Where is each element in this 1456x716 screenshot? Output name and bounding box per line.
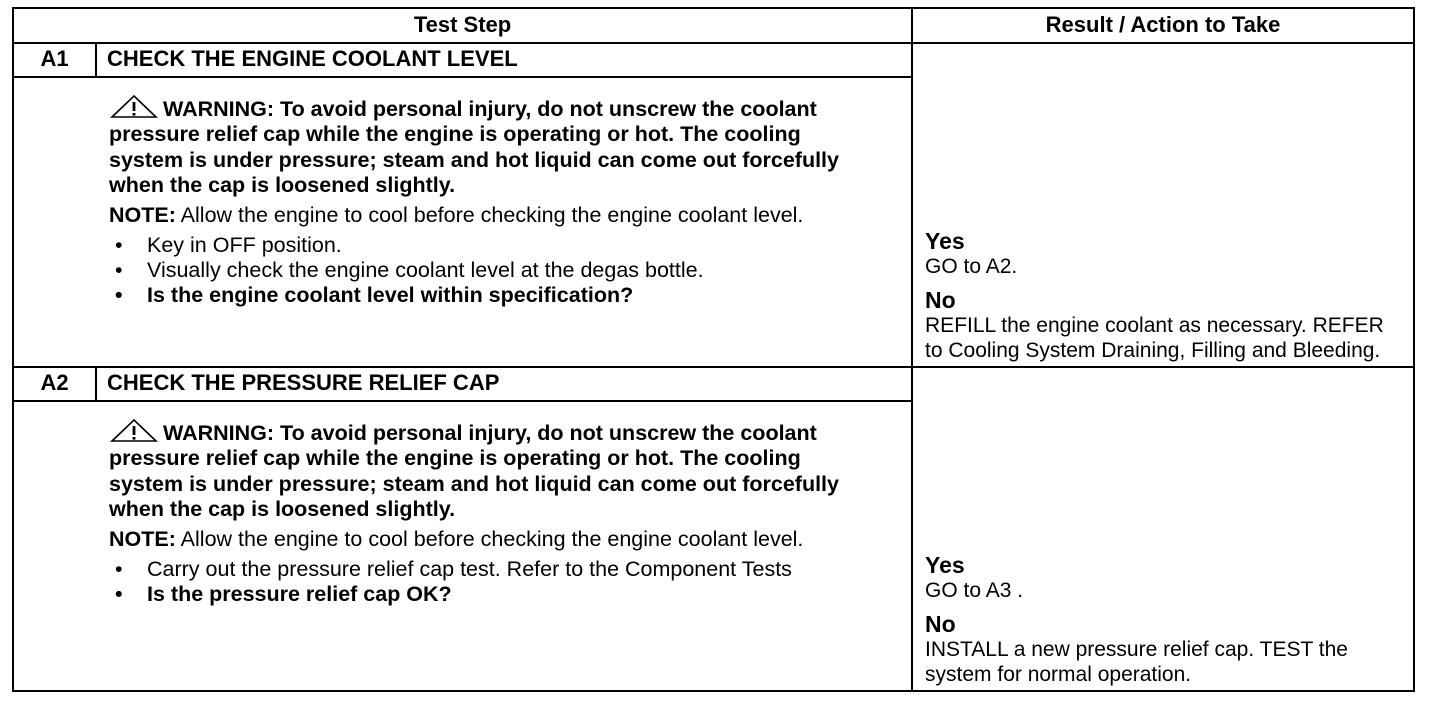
no-action: INSTALL a new pressure relief cap. TEST the system for normal operation. — [925, 638, 1348, 686]
no-action: REFILL the engine coolant as necessary. REFER to Cooling System Draining, Filling and Bleeding. — [925, 314, 1384, 362]
step-bullets — [109, 557, 871, 607]
step-question: • Is the pressure relief cap OK? — [109, 582, 871, 607]
result-cell — [912, 367, 1414, 691]
step-title: CHECK THE ENGINE COOLANT LEVEL — [96, 43, 912, 77]
note — [109, 203, 871, 228]
yes-label: Yes — [925, 552, 965, 578]
diagnostic-table — [12, 7, 1415, 692]
no-label: No — [925, 611, 956, 637]
note-label: NOTE: — [109, 527, 176, 552]
header-result-action: Result / Action to Take — [912, 8, 1414, 43]
header-test-step: Test Step — [13, 8, 912, 43]
note-label: NOTE: — [109, 203, 176, 228]
note-text: Allow the engine to cool before checking the engine coolant level. — [175, 527, 804, 552]
step-body — [13, 401, 912, 691]
yes-action: GO to A2. — [925, 255, 1018, 278]
warning-triangle-icon — [109, 94, 159, 118]
step-question: • Is the engine coolant level within specification? — [109, 283, 871, 308]
note — [109, 527, 871, 552]
yes-label: Yes — [925, 228, 965, 254]
no-label: No — [925, 287, 956, 313]
list-item: • Key in OFF position. — [109, 233, 871, 258]
step-number: A2 — [13, 367, 96, 401]
step-number: A1 — [13, 43, 96, 77]
warning-text: WARNING: To avoid personal injury, do not unscrew the coolant pressure relief cap while the engine is operating or hot. The cooling system is under pressure; steam and hot liquid can come out forcefully when the cap is loosened slightly. — [109, 421, 839, 521]
list-item: • Visually check the engine coolant level at the degas bottle. — [109, 258, 871, 283]
step-bullets — [109, 233, 871, 308]
step-body — [13, 77, 912, 367]
warning-triangle-icon — [109, 418, 159, 442]
warning-block — [109, 94, 871, 198]
warning-block — [109, 418, 871, 522]
yes-action: GO to A3 . — [925, 579, 1024, 602]
step-title: CHECK THE PRESSURE RELIEF CAP — [96, 367, 912, 401]
result-cell — [912, 43, 1414, 367]
warning-text: WARNING: To avoid personal injury, do not unscrew the coolant pressure relief cap while the engine is operating or hot. The cooling system is under pressure; steam and hot liquid can come out forcefully when the cap is loosened slightly. — [109, 97, 839, 197]
note-text: Allow the engine to cool before checking the engine coolant level. — [175, 203, 804, 228]
list-item: • Carry out the pressure relief cap test. Refer to the Component Tests — [109, 557, 871, 582]
